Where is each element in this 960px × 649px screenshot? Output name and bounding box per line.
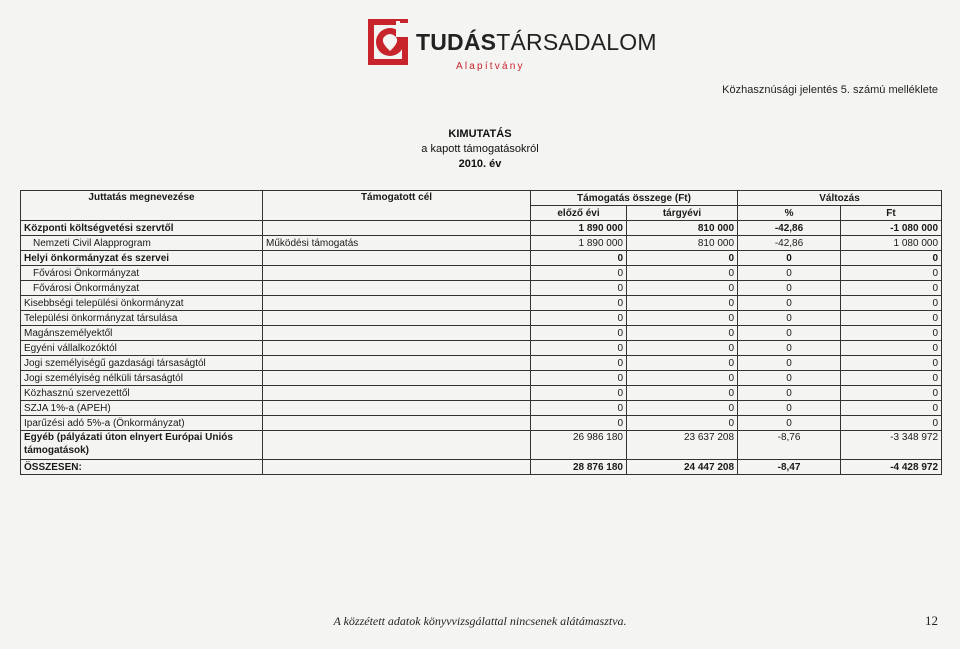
row-purpose [263, 221, 531, 236]
row-prev-value: 0 [531, 266, 627, 281]
table-row [21, 236, 942, 251]
table-row [21, 296, 942, 311]
row-change-ft: 0 [841, 311, 942, 326]
row-change-pct: 0 [738, 371, 841, 386]
row-change-pct: 0 [738, 356, 841, 371]
heart-logo-icon [366, 17, 410, 67]
row-current-value: 0 [627, 296, 738, 311]
table-row [21, 371, 942, 386]
header-purpose: Támogatott cél [263, 191, 531, 221]
row-current-value: 24 447 208 [627, 460, 738, 475]
header-prev: előző évi [531, 206, 627, 221]
footer-note: A közzétett adatok könyvvizsgálattal nincsenek alátámasztva. [333, 614, 627, 628]
row-current-value: 0 [627, 281, 738, 296]
row-change-ft: 0 [841, 401, 942, 416]
header-current: tárgyévi [627, 206, 738, 221]
row-change-ft: 0 [841, 281, 942, 296]
row-purpose [263, 416, 531, 431]
row-name: Egyéni vállalkozóktól [21, 341, 263, 356]
row-change-ft: 0 [841, 386, 942, 401]
row-name: Magánszemélyektől [21, 326, 263, 341]
row-change-pct: 0 [738, 386, 841, 401]
header-ft: Ft [841, 206, 942, 221]
row-prev-value: 0 [531, 416, 627, 431]
row-purpose [263, 386, 531, 401]
table-row [21, 281, 942, 296]
row-purpose [263, 431, 531, 460]
row-change-pct: 0 [738, 311, 841, 326]
annex-label: Közhasznúsági jelentés 5. számú melléklete [722, 84, 938, 96]
row-change-ft: 0 [841, 371, 942, 386]
row-current-value: 0 [627, 251, 738, 266]
table-row [21, 386, 942, 401]
row-current-value: 0 [627, 401, 738, 416]
row-prev-value: 0 [531, 251, 627, 266]
row-current-value: 23 637 208 [627, 431, 738, 460]
table-row [21, 221, 942, 236]
support-table [20, 190, 942, 475]
row-prev-value: 0 [531, 311, 627, 326]
row-change-ft: -4 428 972 [841, 460, 942, 475]
row-change-ft: 0 [841, 266, 942, 281]
row-current-value: 0 [627, 386, 738, 401]
row-change-ft: 0 [841, 251, 942, 266]
brand-subtitle: Alapítvány [456, 61, 525, 72]
row-name: Közhasznú szervezettől [21, 386, 263, 401]
row-prev-value: 0 [531, 281, 627, 296]
row-change-ft: 0 [841, 356, 942, 371]
row-current-value: 0 [627, 416, 738, 431]
row-purpose [263, 311, 531, 326]
row-prev-value: 0 [531, 371, 627, 386]
row-purpose [263, 281, 531, 296]
row-name: Települési önkormányzat társulása [21, 311, 263, 326]
row-change-ft: -1 080 000 [841, 221, 942, 236]
row-purpose [263, 326, 531, 341]
row-name: Iparűzési adó 5%-a (Önkormányzat) [21, 416, 263, 431]
table-row [21, 401, 942, 416]
row-change-pct: 0 [738, 296, 841, 311]
row-change-pct: -42,86 [738, 236, 841, 251]
row-current-value: 0 [627, 266, 738, 281]
brand-logo [366, 17, 657, 73]
brand-name: TUDÁSTÁRSADALOM [416, 29, 657, 55]
row-change-ft: 0 [841, 341, 942, 356]
row-change-pct: 0 [738, 266, 841, 281]
row-change-pct: -8,76 [738, 431, 841, 460]
header-pct: % [738, 206, 841, 221]
row-purpose: Működési támogatás [263, 236, 531, 251]
table-row [21, 326, 942, 341]
row-name: Nemzeti Civil Alapprogram [21, 236, 263, 251]
table-row [21, 311, 942, 326]
row-purpose [263, 341, 531, 356]
row-name: Egyéb (pályázati úton elnyert Európai Uniós támogatások) [21, 431, 263, 460]
header-change: Változás [738, 191, 942, 206]
row-prev-value: 28 876 180 [531, 460, 627, 475]
row-name: Fővárosi Önkormányzat [21, 281, 263, 296]
row-change-pct: 0 [738, 326, 841, 341]
title-line-3: 2010. év [458, 158, 502, 170]
row-change-pct: 0 [738, 251, 841, 266]
row-name: Kisebbségi települési önkormányzat [21, 296, 263, 311]
row-change-ft: 1 080 000 [841, 236, 942, 251]
row-change-pct: -8,47 [738, 460, 841, 475]
row-current-value: 810 000 [627, 221, 738, 236]
row-name: Jogi személyiség nélküli társaságtól [21, 371, 263, 386]
row-prev-value: 0 [531, 326, 627, 341]
row-prev-value: 0 [531, 356, 627, 371]
row-change-pct: -42,86 [738, 221, 841, 236]
row-prev-value: 0 [531, 296, 627, 311]
table-row [21, 341, 942, 356]
row-name: SZJA 1%-a (APEH) [21, 401, 263, 416]
row-change-pct: 0 [738, 341, 841, 356]
row-purpose [263, 401, 531, 416]
row-name: ÖSSZESEN: [21, 460, 263, 475]
table-row [21, 431, 942, 460]
row-current-value: 0 [627, 341, 738, 356]
row-current-value: 0 [627, 311, 738, 326]
row-name: Jogi személyiségű gazdasági társaságtól [21, 356, 263, 371]
row-change-pct: 0 [738, 281, 841, 296]
row-change-ft: -3 348 972 [841, 431, 942, 460]
row-prev-value: 1 890 000 [531, 236, 627, 251]
row-prev-value: 0 [531, 341, 627, 356]
row-current-value: 0 [627, 356, 738, 371]
table-row [21, 266, 942, 281]
page-number: 12 [925, 613, 938, 628]
title-line-1: KIMUTATÁS [448, 128, 512, 140]
document-title [0, 127, 960, 172]
row-current-value: 0 [627, 371, 738, 386]
title-line-2: a kapott támogatásokról [421, 143, 539, 155]
header-amount: Támogatás összege (Ft) [531, 191, 738, 206]
row-purpose [263, 296, 531, 311]
table-row [21, 251, 942, 266]
row-prev-value: 1 890 000 [531, 221, 627, 236]
row-current-value: 810 000 [627, 236, 738, 251]
row-purpose [263, 371, 531, 386]
row-name: Központi költségvetési szervtől [21, 221, 263, 236]
row-prev-value: 0 [531, 401, 627, 416]
row-change-pct: 0 [738, 401, 841, 416]
table-row [21, 416, 942, 431]
row-purpose [263, 251, 531, 266]
row-change-ft: 0 [841, 416, 942, 431]
row-change-ft: 0 [841, 296, 942, 311]
row-name: Helyi önkormányzat és szervei [21, 251, 263, 266]
total-row [21, 460, 942, 475]
row-purpose [263, 460, 531, 475]
row-purpose [263, 266, 531, 281]
header-name: Juttatás megnevezése [21, 191, 263, 221]
row-current-value: 0 [627, 326, 738, 341]
row-prev-value: 0 [531, 386, 627, 401]
row-change-ft: 0 [841, 326, 942, 341]
table-row [21, 356, 942, 371]
row-change-pct: 0 [738, 416, 841, 431]
row-prev-value: 26 986 180 [531, 431, 627, 460]
row-purpose [263, 356, 531, 371]
row-name: Fővárosi Önkormányzat [21, 266, 263, 281]
